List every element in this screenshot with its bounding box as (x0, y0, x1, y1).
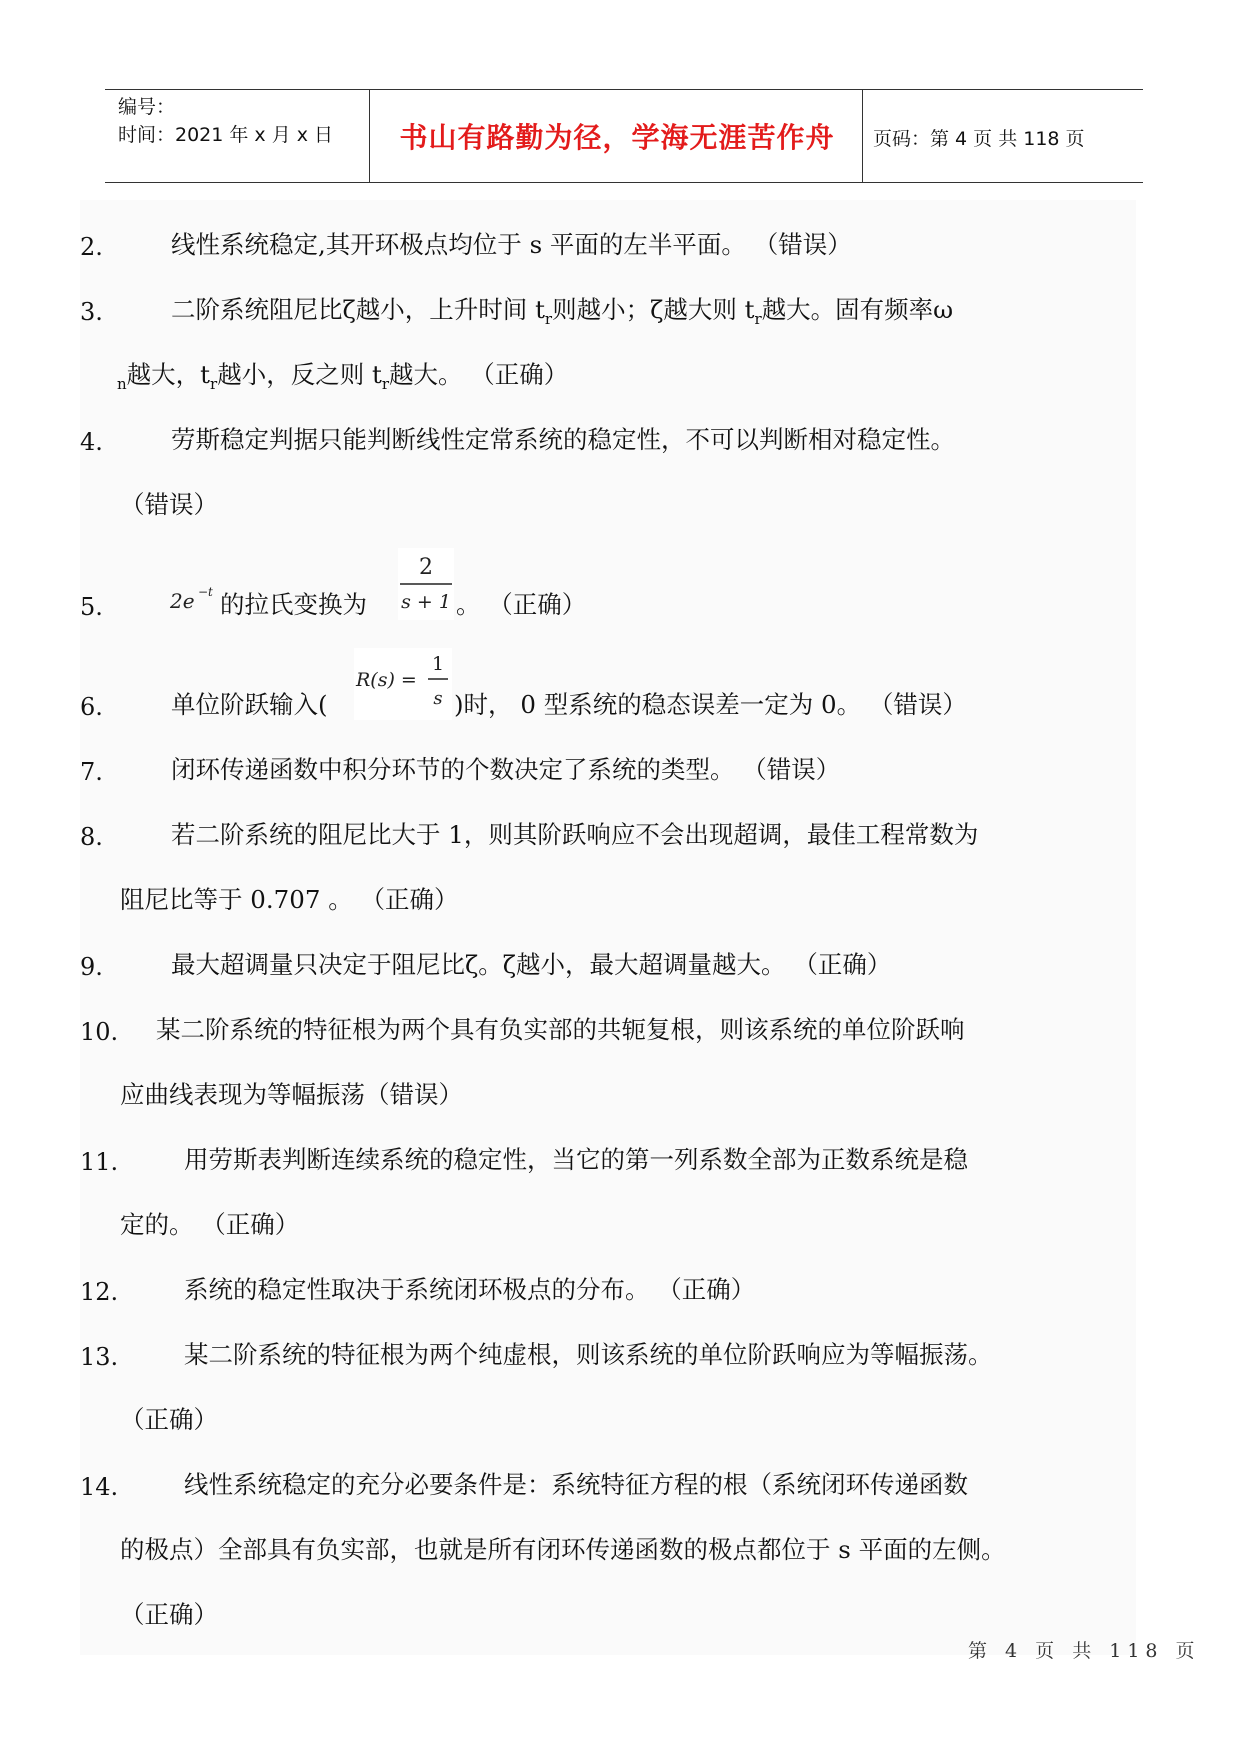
item-text: 某二阶系统的特征根为两个具有负实部的共轭复根，则该系统的单位阶跃响 (156, 1015, 965, 1044)
item-text (117, 358, 568, 392)
item-text: 闭环传递函数中积分环节的个数决定了系统的类型。 （错误） (171, 755, 841, 784)
item-text-part: 越大，t (126, 360, 211, 389)
formula-denominator: s (433, 688, 443, 709)
item-text: 定的。 （正确） (120, 1210, 300, 1239)
item-text: 系统的稳定性取决于系统闭环极点的分布。 （正确） (184, 1275, 756, 1304)
page-footer: 第 4 页 共 118 页 (968, 1640, 1201, 1662)
item-number: 7. (80, 758, 103, 786)
item-number: 9. (80, 953, 103, 981)
item-number: 11. (80, 1148, 119, 1176)
content-panel (80, 200, 1136, 1655)
subscript-n: n (117, 375, 127, 393)
header-top-rule (105, 89, 1143, 90)
item-text: 应曲线表现为等幅振荡（错误） (120, 1080, 463, 1109)
subscript-r: r (381, 375, 390, 393)
subscript-r: r (544, 310, 553, 328)
item-number: 10. (80, 1018, 119, 1046)
subscript-r: r (210, 375, 218, 393)
formula-2-over-s-plus-1 (398, 548, 454, 620)
item-text-part: 二阶系统阻尼比ζ越小，上升时间 t (171, 295, 545, 324)
item-text: （正确） (120, 1405, 218, 1434)
item-text: 阻尼比等于 0.707 。 （正确） (120, 885, 459, 914)
item-text: 单位阶跃输入( (171, 690, 328, 719)
item-number: 3. (80, 298, 103, 326)
formula-exponent: −t (198, 585, 213, 599)
item-number: 2. (80, 233, 103, 261)
item-text: 最大超调量只决定于阻尼比ζ。ζ越小，最大超调量越大。 （正确） (171, 950, 892, 979)
item-text: 若二阶系统的阻尼比大于 1，则其阶跃响应不会出现超调，最佳工程常数为 (171, 820, 979, 849)
item-text: （错误） (120, 490, 218, 519)
code-label: 编号： (118, 96, 176, 118)
item-number: 5. (80, 593, 103, 621)
item-text-part: 越小，反之则 t (217, 360, 382, 389)
header-meta (118, 93, 333, 149)
item-text: 的极点）全部具有负实部，也就是所有闭环传递函数的极点都位于 s 平面的左侧。 (120, 1535, 1006, 1564)
item-text: 的拉氏变换为 (220, 590, 367, 619)
item-text-part: 则越小；ζ越大则 t (552, 295, 755, 324)
item-number: 13. (80, 1343, 119, 1371)
item-text-part: 越大。固有频率ω (761, 295, 954, 324)
formula-numerator: 1 (431, 653, 445, 675)
formula-denominator: s + 1 (401, 591, 451, 613)
item-number: 12. (80, 1278, 119, 1306)
header-divider-right (862, 89, 863, 183)
item-number: 8. (80, 823, 103, 851)
item-text: 线性系统稳定,其开环极点均位于 s 平面的左半平面。 （错误） (171, 230, 852, 259)
formula-2e-neg-t (168, 582, 220, 616)
item-number: 4. (80, 428, 103, 456)
item-text: 。 （正确） (456, 590, 587, 619)
header-slogan: 书山有路勤为径，学海无涯苦作舟 (399, 121, 835, 154)
item-text-part: 越大。 （正确） (389, 360, 569, 389)
formula-lhs: R(s) = (356, 669, 417, 691)
item-number: 6. (80, 693, 103, 721)
item-text (171, 293, 953, 327)
formula-r-of-s (354, 648, 452, 720)
item-number: 14. (80, 1473, 119, 1501)
item-text: 线性系统稳定的充分必要条件是：系统特征方程的根（系统闭环传递函数 (184, 1470, 968, 1499)
subscript-r: r (754, 310, 762, 328)
header-divider-left (369, 89, 370, 183)
item-text: 某二阶系统的特征根为两个纯虚根，则该系统的单位阶跃响应为等幅振荡。 (184, 1340, 993, 1369)
formula-base: 2e (170, 589, 195, 613)
header-bottom-rule (105, 182, 1143, 183)
item-text: 用劳斯表判断连续系统的稳定性，当它的第一列系数全部为正数系统是稳 (184, 1145, 968, 1174)
item-text: )时， 0 型系统的稳态误差一定为 0。 （错误） (454, 690, 967, 719)
header-page-info: 页码：第 4 页 共 118 页 (873, 128, 1085, 150)
item-text: （正确） (120, 1600, 218, 1629)
formula-numerator: 2 (419, 555, 433, 580)
time-label: 时间：2021 年 x 月 x 日 (118, 124, 334, 146)
item-text: 劳斯稳定判据只能判断线性定常系统的稳定性，不可以判断相对稳定性。 (171, 425, 955, 454)
